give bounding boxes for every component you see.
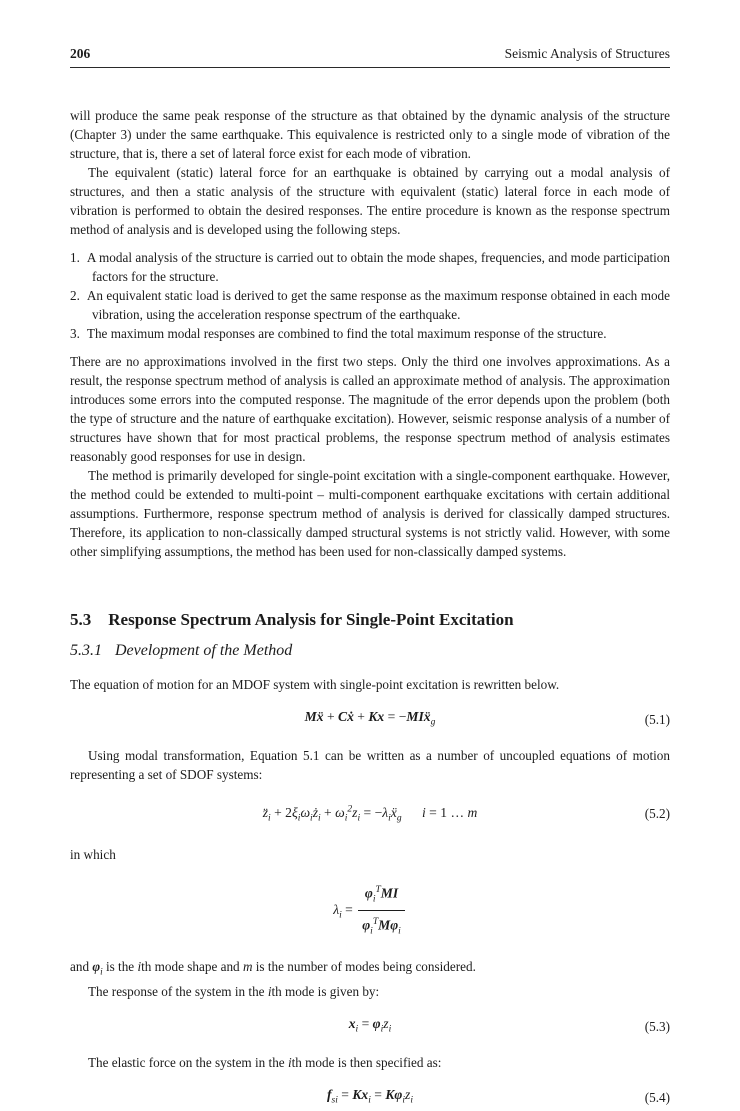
running-title: Seismic Analysis of Structures [504, 46, 670, 61]
paragraph-method-scope: The method is primarily developed for single-point excitation with a single-component earthquake. However, the method could be extended to multi-point – multi-component earthquake excitations with certain additional assumptions. Furthermore, response spectrum method of analysis is derived for classically damped structures. Therefore, its application to non-classically damped structural systems is not strictly valid. However, with some other simplifying assumptions, the method has been used for non-classically damped systems. [70, 468, 670, 559]
equation-5-1-content: Mẍ + Cẋ + Kx = −MIẍ$_g$ [304, 709, 436, 728]
paragraph-intro: will produce the same peak response of the structure as that obtained by the dynamic analysis of the structure (Chapter 3) under the same earthquake. This equivalence is restricted only to a single mode of vibration of the structure, that is, there a set of lateral force exist for each mode of vibration. [70, 108, 670, 161]
paragraph-equivalent-force: The equivalent (static) lateral force for an earthquake is obtained by carrying out a modal analysis of structures, and then a static analysis of the structure with equivalent (static) lateral force in each mode of vibration is performed to obtain the desired responses. The entire procedure is known as the response spectrum method of analysis and is developed using the following steps. [70, 165, 670, 237]
list-marker: 2. [70, 288, 80, 303]
list-item-text: The maximum modal responses are combined to find the total maximum response of the structure. [86, 326, 607, 341]
list-item-2 [70, 286, 670, 324]
equation-lambda-content: $\lambda_i$ = $\frac{\varphi_i^TMI}{\varphi_i^TM\varphi_i}$ [333, 902, 407, 917]
equation-5-2 [70, 800, 670, 829]
equation-5-4-content: $f_{si} = Kx_i = K\varphi_iz_i$ [327, 1086, 413, 1106]
paragraph-in-which: in which [70, 846, 116, 862]
list-marker: 3. [70, 326, 80, 341]
page-body [70, 106, 670, 1111]
equation-5-4-number: (5.4) [644, 1089, 670, 1105]
equation-5-3-content: $x_i = \varphi_iz_i$ [348, 1016, 392, 1035]
equation-5-3 [70, 1014, 670, 1040]
list-item-text: A modal analysis of the structure is carried out to obtain the mode shapes, frequencies, and mode participation factors for the structure. [86, 250, 670, 284]
equation-5-1 [70, 707, 670, 733]
paragraph-elastic-force: The elastic force on the system in the ith mode is then specified as: [88, 1054, 442, 1070]
equation-5-1-number: (5.1) [644, 711, 670, 727]
paragraph-approximations: There are no approximations involved in the first two steps. Only the third one involves approximations. As a result, the response spectrum method of analysis is called an approximate method of analysis. The approximation introduces some errors into the computed response. The magnitude of the error depends upon the problem (both the type of structure and the nature of earthquake excitation). However, seismic response analysis of a number of structures have shown that for most practical problems, the response spectrum method of analysis estimates reasonably good responses for use in design. [70, 354, 670, 464]
list-item-1 [70, 248, 670, 286]
section-heading-5-3 [70, 609, 670, 631]
list-item-text: An equivalent static load is derived to get the same response as the maximum response obtained in each mode vibration, using the acceleration response spectrum of the earthquake. [86, 288, 670, 322]
paragraph-response: The response of the system in the ith mode is given by: [88, 984, 380, 1000]
section-number: 5.3 [70, 610, 92, 629]
page-header [70, 46, 670, 68]
paragraph-equation-of-motion: The equation of motion for an MDOF system with single-point excitation is rewritten below. [70, 677, 560, 692]
list-item-3 [70, 324, 670, 343]
page-number: 206 [70, 46, 91, 61]
paragraph-modal-transformation: Using modal transformation, Equation 5.1 can be written as a number of uncoupled equations of motion representing a set of SDOF systems: [70, 747, 670, 782]
subsection-title: Development of the Method [115, 642, 293, 659]
list-marker: 1. [70, 250, 80, 265]
equation-5-2-number: (5.2) [644, 806, 670, 822]
equation-5-4 [70, 1085, 670, 1111]
section-title: Response Spectrum Analysis for Single-Point Excitation [108, 610, 514, 629]
numbered-list [70, 248, 670, 343]
equation-5-3-number: (5.3) [644, 1018, 670, 1034]
subsection-heading-5-3-1 [70, 640, 670, 661]
paragraph-mode-shape: and $\varphi_i$ is the ith mode shape and m is the number of modes being considered. [70, 959, 476, 978]
equation-lambda [70, 880, 670, 942]
equation-5-2-content: $z̈_i$ + $2\xi_i\omega_iż_i + \omega_i^2z_i$ = $-\lambda_iẍ_g$ i = 1 … m [262, 804, 478, 824]
subsection-number: 5.3.1 [70, 642, 102, 659]
